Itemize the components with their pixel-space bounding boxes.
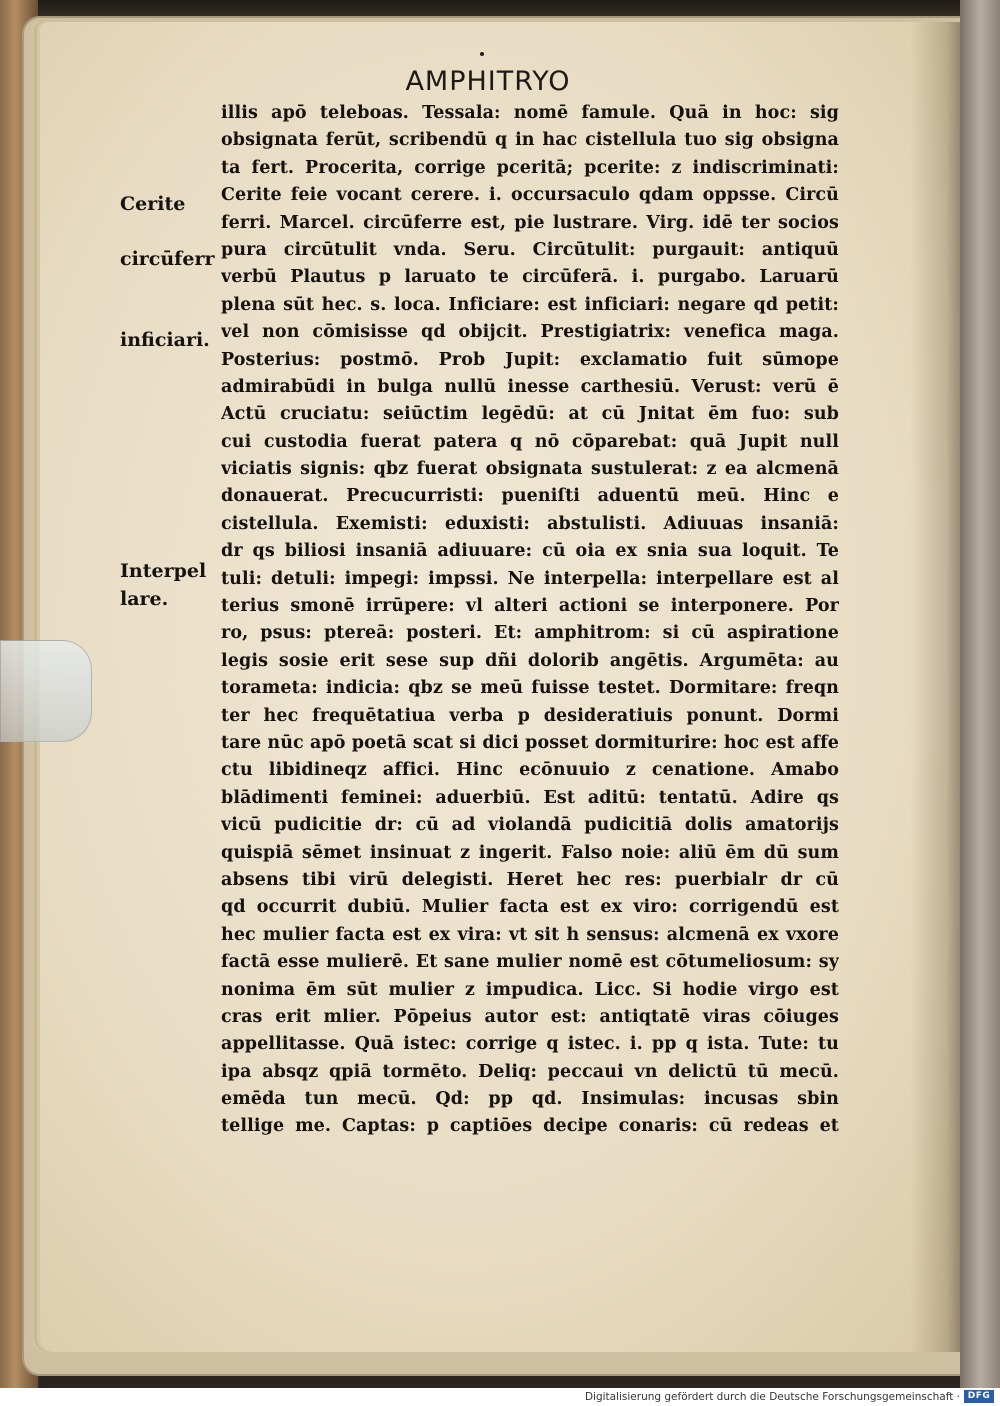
text-line: tuli: detuli: impegi: impssi. Ne interpella: interpellare est al (221, 568, 839, 589)
margin-note-interpel: Interpel (120, 560, 207, 582)
commentary-text (221, 100, 839, 1141)
text-line: verbū Plautus p laruato te circūferā. i. purgabo. Laruarū (221, 267, 839, 288)
text-line: dr qs biliosi insaniā adiuuare: cū oia ex snia sua loquit. Te (221, 541, 839, 562)
text-line: ctu libidineqz affici. Hinc ecōnuuio z cenatione. Amabo (221, 760, 839, 781)
text-line: vicū pudicitie dr: cū ad violandā pudicitiā dolis amatorijs (221, 815, 839, 836)
text-line: ferri. Marcel. circūferre est, pie lustrare. Virg. idē ter socios (221, 212, 839, 233)
text-line: ipa absqz qpiā tormēto. Deliq: peccaui vn delictū tū mecū. (221, 1061, 839, 1082)
page-clip (0, 640, 92, 742)
text-line: tellige me. Captas: p captiōes decipe conaris: cū redeas et (221, 1116, 839, 1137)
text-line: qd occurrit dubiū. Mulier facta est ex viro: corrigendū est (221, 897, 839, 918)
text-line: cistellula. Exemisti: eduxisti: abstulisti. Adiuuas insaniā: (221, 513, 839, 534)
text-line: Cerite feie vocant cerere. i. occursaculo qdam oppsse. Circū (221, 185, 839, 206)
text-line: legis sosie erit sese sup dñi dolorib angētis. Argumēta: au (221, 650, 839, 671)
text-line: tare nūc apō poetā scat si dici posset dormiturire: hoc est affe (221, 732, 839, 753)
running-title: AMPHITRYO (405, 66, 571, 97)
text-line: emēda tun mecū. Qd: pp qd. Insimulas: incusas sbin (221, 1089, 839, 1110)
text-line: vel non cōmisisse qd obijcit. Prestigiatrix: venefica maga. (221, 322, 839, 343)
text-line: pura circūtulit vnda. Seru. Circūtulit: purgauit: antiquū (221, 239, 839, 260)
text-line: donauerat. Precucurristi: pueniſti aduentū meū. Hinc e (221, 486, 839, 507)
text-line: cui custodia fuerat patera q nō cōparebat: quā Jupit null (221, 431, 839, 452)
text-line: torameta: indicia: qbz se meū fuisse testet. Dormitare: freqn (221, 678, 839, 699)
text-line: Actū cruciatu: seiūctim legēdū: at cū Jnitat ēm fuo: sub (221, 404, 839, 425)
text-line: plena sūt hec. s. loca. Inficiare: est inficiari: negare qd petit: (221, 294, 839, 315)
text-line: appellitasse. Quā istec: corrige q istec. i. pp q ista. Tute: tu (221, 1034, 839, 1055)
text-line: admirabūdi in bulga nullū inesse carthesiū. Verust: verū ē (221, 376, 839, 397)
ink-dot (480, 52, 484, 56)
margin-note-circumferre: circūferr (120, 248, 215, 270)
text-line: hec mulier facta est ex vira: vt sit h sensus: alcmenā ex vxore (221, 924, 839, 945)
margin-note-inficiari: inficiari. (120, 329, 210, 351)
opposite-page-edge (960, 0, 1000, 1388)
text-line: viciatis signis: qbz fuerat obsignata sustulerat: z ea alcmenā (221, 459, 839, 480)
text-line: illis apō teleboas. Tessala: nomē famule. Quā in hoc: sig (221, 103, 839, 123)
text-line: obsignata ferūt, scribendū q in hac cistellula tuo sig obsigna (221, 130, 839, 151)
dfg-logo: DFG (964, 1390, 994, 1403)
text-line: cras erit mlier. Pōpeius autor est: antiqtatē viras cōiuges (221, 1006, 839, 1027)
text-line: blādimenti feminei: aduerbiū. Est aditū: tentatū. Adire qs (221, 787, 839, 808)
text-line: absens tibi virū delegisti. Heret hec res: puerbialr dr cū (221, 869, 839, 890)
footer-bar (0, 1388, 1000, 1406)
text-line: ta fert. Procerita, corrige pceritā; pcerite: z indiscriminati: (221, 157, 839, 178)
text-line: quispiā sēmet insinuat z ingerit. Falso noie: aliū ēm dū sum (221, 842, 839, 863)
text-line: ro, psus: ptereā: posteri. Et: amphitrom: si cū aspiratione (221, 623, 839, 644)
funding-notice: Digitalisierung gefördert durch die Deutsche Forschungsgemeinschaft · (584, 1391, 960, 1403)
text-line: nonima ēm sūt mulier z impudica. Licc. Si hodie virgo est (221, 979, 839, 1000)
text-line: ter hec frequētatiua verba p desideratiuis ponunt. Dormi (221, 705, 839, 726)
margin-note-lare: lare. (120, 588, 169, 610)
margin-note-cerite: Cerite (120, 193, 186, 215)
text-line: Posterius: postmō. Prob Jupit: exclamatio fuit sūmope (221, 349, 839, 370)
text-line: factā esse mulierē. Et sane mulier nomē est cōtumeliosum: sy (221, 952, 839, 973)
text-line: terius smonē irrūpere: vl alteri actioni se interponere. Por (221, 596, 839, 617)
